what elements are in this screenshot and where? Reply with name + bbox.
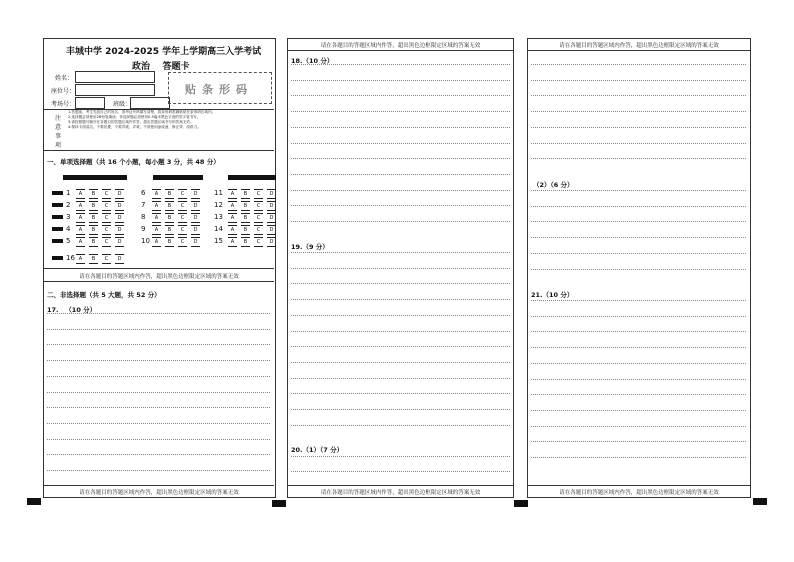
option-bubble-b[interactable]: B [241, 189, 250, 199]
answer-area-notice: 请在各题目的答题区域内作答，超出黑色边框限定区域的答案无效 [79, 274, 239, 280]
option-bubble-b[interactable]: B [89, 237, 98, 247]
notes-label-char: 注 [54, 115, 61, 122]
section1-title: 一、单项选择题（共 16 个小题，每小题 3 分，共 48 分） [47, 158, 220, 166]
answer-line[interactable] [291, 205, 510, 206]
option-bubble-d[interactable]: D [267, 225, 276, 235]
option-bubble-d[interactable]: D [115, 213, 124, 223]
option-bubble-d[interactable]: D [115, 189, 124, 199]
section2-title: 二、非选择题（共 5 大题，共 52 分） [47, 291, 161, 299]
answer-line[interactable] [531, 143, 746, 144]
option-bubble-b[interactable]: B [89, 189, 98, 199]
option-bubble-c[interactable]: C [102, 237, 111, 247]
option-bubble-d[interactable]: D [267, 189, 276, 199]
answer-line[interactable] [291, 221, 510, 222]
q20-label: 20.（1）（7 分） [291, 446, 344, 454]
option-bubble-b[interactable]: B [165, 213, 174, 223]
answer-line[interactable] [291, 409, 510, 410]
seat-field[interactable] [75, 84, 155, 96]
class-label: 班级： [113, 101, 132, 108]
option-bubble-b[interactable]: B [89, 213, 98, 223]
question-number: 15 [214, 237, 223, 245]
option-bubble-c[interactable]: C [178, 189, 187, 199]
notes-bottom-line [44, 150, 274, 151]
answer-line[interactable] [531, 457, 746, 458]
option-bubble-b[interactable]: B [165, 201, 174, 211]
answer-line[interactable] [531, 95, 746, 96]
option-bubble-a[interactable]: A [152, 237, 161, 247]
answer-line[interactable] [531, 300, 746, 301]
answer-line[interactable] [531, 363, 746, 364]
option-bubble-b[interactable]: B [241, 225, 250, 235]
note-line: 2.选择题必须使用2B铅笔填涂；非选择题必须使用0.5毫米黑色字迹的签字笔书写。 [68, 115, 201, 119]
option-bubble-c[interactable]: C [254, 201, 263, 211]
timing-mark [52, 256, 63, 260]
timing-mark [52, 227, 63, 231]
alignment-mark [514, 500, 528, 507]
timing-mark [153, 175, 203, 180]
timing-mark [52, 215, 63, 219]
footer-divider [528, 485, 750, 486]
answer-line[interactable] [291, 111, 510, 112]
class-field[interactable] [130, 97, 170, 109]
answer-line[interactable] [531, 158, 746, 159]
timing-mark [52, 191, 63, 195]
option-bubble-a[interactable]: A [152, 213, 161, 223]
answer-line[interactable] [291, 64, 510, 65]
option-bubble-b[interactable]: B [89, 201, 98, 211]
answer-line[interactable] [47, 344, 270, 345]
timing-mark [52, 239, 63, 243]
option-bubble-a[interactable]: A [152, 189, 161, 199]
answer-line[interactable] [531, 64, 746, 65]
notes-label-char: 项 [54, 142, 61, 149]
answer-line[interactable] [291, 95, 510, 96]
option-bubble-c[interactable]: C [254, 213, 263, 223]
option-bubble-a[interactable]: A [228, 201, 237, 211]
option-bubble-c[interactable]: C [102, 225, 111, 235]
answer-card-title: 政治 答题卡 [132, 62, 190, 72]
question-number: 10 [141, 237, 150, 245]
answer-area-notice: 请在各题目的答题区域内作答，超出黑色边框限定区域的答案无效 [320, 490, 481, 496]
timing-mark [228, 175, 276, 180]
answer-line[interactable] [47, 313, 270, 314]
answer-line[interactable] [291, 80, 510, 81]
answer-line[interactable] [291, 283, 510, 284]
q20-part2-label: （2）（6 分） [533, 181, 574, 189]
question-number: 12 [214, 201, 223, 209]
answer-line[interactable] [531, 441, 746, 442]
alignment-mark [27, 498, 41, 505]
answer-line[interactable] [531, 269, 746, 270]
option-bubble-b[interactable]: B [89, 225, 98, 235]
question-number: 4 [66, 225, 71, 233]
question-number: 5 [66, 237, 71, 245]
question-number: 14 [214, 225, 223, 233]
answer-line[interactable] [531, 331, 746, 332]
option-bubble-c[interactable]: C [254, 189, 263, 199]
answer-line[interactable] [531, 379, 746, 380]
exam-room-label: 考场号： [51, 101, 76, 108]
option-bubble-b[interactable]: B [241, 213, 250, 223]
section-divider [44, 281, 274, 282]
answer-line[interactable] [291, 190, 510, 191]
option-bubble-b[interactable]: B [165, 225, 174, 235]
answer-line[interactable] [291, 299, 510, 300]
answer-line[interactable] [47, 329, 270, 330]
option-bubble-a[interactable]: A [152, 201, 161, 211]
answer-line[interactable] [531, 111, 746, 112]
answer-line[interactable] [47, 423, 270, 424]
option-bubble-b[interactable]: B [241, 237, 250, 247]
answer-line[interactable] [531, 394, 746, 395]
answer-line[interactable] [291, 471, 510, 472]
answer-line[interactable] [531, 347, 746, 348]
question-number: 6 [141, 189, 146, 197]
option-bubble-d[interactable]: D [115, 201, 124, 211]
question-number: 13 [214, 213, 223, 221]
answer-line[interactable] [291, 425, 510, 426]
section-divider [44, 268, 274, 269]
answer-line[interactable] [47, 454, 270, 455]
option-bubble-c[interactable]: C [178, 213, 187, 223]
option-bubble-d[interactable]: D [191, 201, 200, 211]
name-field[interactable] [75, 71, 155, 83]
answer-line[interactable] [531, 206, 746, 207]
option-bubble-a[interactable]: A [76, 254, 85, 264]
name-label: 姓名： [55, 75, 74, 82]
q19-label: 19.（9 分） [291, 243, 329, 251]
answer-area-notice: 请在各题目的答题区域内作答，超出黑色边框限定区域的答案无效 [559, 490, 719, 496]
option-bubble-c[interactable]: C [254, 237, 263, 247]
option-bubble-d[interactable]: D [267, 201, 276, 211]
answer-line[interactable] [291, 315, 510, 316]
answer-line[interactable] [291, 362, 510, 363]
option-bubble-d[interactable]: D [267, 213, 276, 223]
question-number: 2 [66, 201, 71, 209]
answer-line[interactable] [531, 316, 746, 317]
option-bubble-a[interactable]: A [76, 189, 85, 199]
timing-mark [63, 175, 127, 180]
q17-label: 17. （10 分） [47, 306, 97, 314]
answer-line[interactable] [531, 237, 746, 238]
answer-line[interactable] [47, 407, 270, 408]
notes-label [53, 114, 63, 150]
option-bubble-b[interactable]: B [241, 201, 250, 211]
answer-line[interactable] [531, 253, 746, 254]
answer-area-notice: 请在各题目的答题区域内作答，超出黑色边框限定区域的答案无效 [320, 43, 481, 49]
answer-line[interactable] [291, 127, 510, 128]
option-bubble-d[interactable]: D [191, 189, 200, 199]
option-bubble-a[interactable]: A [76, 225, 85, 235]
option-bubble-c[interactable]: C [254, 225, 263, 235]
option-bubble-c[interactable]: C [178, 201, 187, 211]
answer-line[interactable] [47, 360, 270, 361]
option-bubble-d[interactable]: D [115, 225, 124, 235]
notes-label-char: 事 [54, 133, 61, 140]
header-divider [288, 50, 513, 51]
option-bubble-a[interactable]: A [228, 225, 237, 235]
answer-line[interactable] [47, 392, 270, 393]
header-divider [528, 50, 750, 51]
answer-area-notice: 请在各题目的答题区域内作答，超出黑色边框限定区域的答案无效 [559, 43, 719, 49]
answer-line[interactable] [531, 426, 746, 427]
answer-line[interactable] [531, 80, 746, 81]
timing-mark [52, 203, 63, 207]
option-bubble-a[interactable]: A [76, 213, 85, 223]
option-bubble-a[interactable]: A [228, 237, 237, 247]
answer-line[interactable] [291, 331, 510, 332]
answer-line[interactable] [291, 456, 510, 457]
footer-divider [44, 485, 274, 486]
question-number: 1 [66, 189, 71, 197]
option-bubble-a[interactable]: A [228, 213, 237, 223]
exam-room-field[interactable] [75, 97, 105, 109]
alignment-mark [272, 500, 286, 507]
answer-line[interactable] [531, 410, 746, 411]
answer-line[interactable] [291, 378, 510, 379]
option-bubble-d[interactable]: D [115, 237, 124, 247]
answer-line[interactable] [291, 252, 510, 253]
question-number: 16 [66, 254, 75, 262]
footer-divider [288, 485, 513, 486]
option-bubble-b[interactable]: B [89, 254, 98, 264]
answer-area-notice: 请在各题目的答题区域内作答，超出黑色边框限定区域的答案无效 [79, 490, 239, 496]
question-number: 8 [141, 213, 146, 221]
option-bubble-d[interactable]: D [191, 225, 200, 235]
option-bubble-d[interactable]: D [267, 237, 276, 247]
question-number: 7 [141, 201, 146, 209]
barcode-area [168, 72, 272, 104]
answer-line[interactable] [47, 439, 270, 440]
note-line: 4.保持卡面清洁，不要折叠，不要弄破、弄皱，不准使用涂改液、修正带、刮纸刀。 [68, 125, 201, 129]
answer-line[interactable] [291, 393, 510, 394]
note-line: 3.请按照题号顺序在各题目的答题区域内作答，超出答题区域书写的答案无效。 [68, 120, 194, 124]
option-bubble-c[interactable]: C [102, 201, 111, 211]
answer-line[interactable] [47, 470, 270, 471]
option-bubble-b[interactable]: B [165, 189, 174, 199]
answer-line[interactable] [291, 143, 510, 144]
question-number: 11 [214, 189, 223, 197]
option-bubble-a[interactable]: A [152, 225, 161, 235]
option-bubble-c[interactable]: C [102, 213, 111, 223]
barcode-label: 贴条形码 [185, 83, 253, 96]
option-bubble-a[interactable]: A [76, 237, 85, 247]
option-bubble-b[interactable]: B [165, 237, 174, 247]
option-bubble-d[interactable]: D [191, 213, 200, 223]
answer-line[interactable] [531, 221, 746, 222]
option-bubble-a[interactable]: A [76, 201, 85, 211]
question-number: 9 [141, 225, 146, 233]
answer-line[interactable] [291, 268, 510, 269]
answer-line[interactable] [531, 190, 746, 191]
note-line: 1.答题前，考生先将自己的姓名、准考证号码填写清楚，将条形码准确粘贴在条形码区域内。 [68, 110, 216, 114]
seat-label: 座位号： [51, 88, 76, 95]
answer-line[interactable] [291, 174, 510, 175]
q21-label: 21.（10 分） [531, 291, 574, 299]
answer-line[interactable] [291, 158, 510, 159]
answer-line[interactable] [291, 346, 510, 347]
option-bubble-c[interactable]: C [102, 254, 111, 264]
answer-line[interactable] [47, 376, 270, 377]
alignment-mark [753, 498, 767, 505]
question-number: 3 [66, 213, 71, 221]
answer-line[interactable] [531, 127, 746, 128]
option-bubble-d[interactable]: D [191, 237, 200, 247]
option-bubble-c[interactable]: C [178, 225, 187, 235]
exam-title: 丰城中学 2024-2025 学年上学期高三入学考试 [66, 47, 262, 57]
q18-label: 18.（10 分） [291, 57, 334, 65]
option-bubble-a[interactable]: A [228, 189, 237, 199]
option-bubble-c[interactable]: C [102, 189, 111, 199]
option-bubble-c[interactable]: C [178, 237, 187, 247]
notes-text [68, 110, 272, 130]
option-bubble-d[interactable]: D [115, 254, 124, 264]
notes-label-char: 意 [54, 124, 61, 131]
